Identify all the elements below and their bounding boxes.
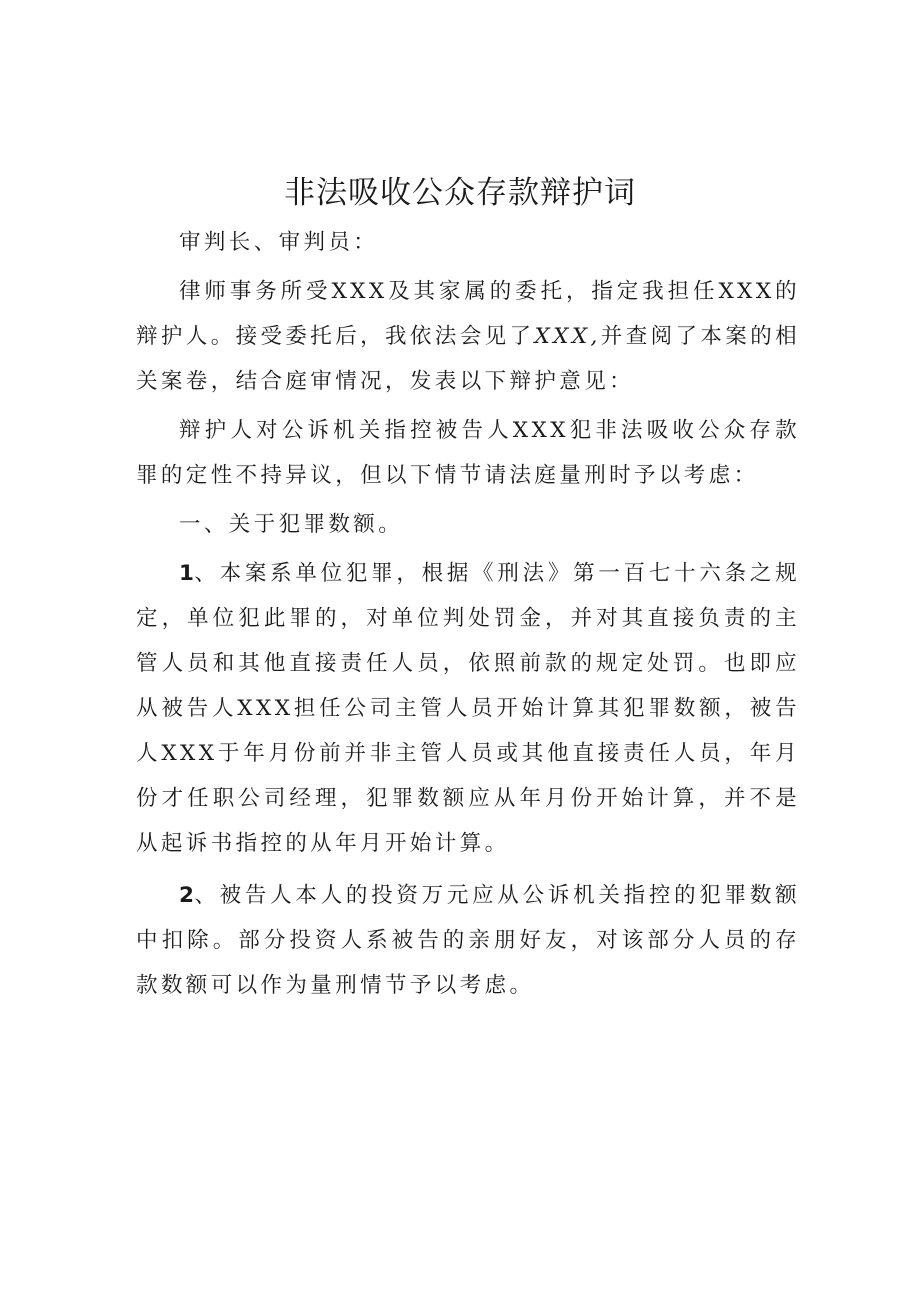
intro-paragraph-2 bbox=[136, 408, 800, 498]
salutation-text: 审判长、审判员： bbox=[179, 230, 379, 255]
salutation bbox=[136, 220, 800, 265]
section-1-heading bbox=[136, 502, 800, 547]
item-1-number: 1 bbox=[179, 561, 194, 586]
intro-p1-italic-name: XXX, bbox=[534, 324, 601, 349]
item-2-number: 2 bbox=[179, 883, 194, 908]
document-title: 非法吸收公众存款辩护词 bbox=[284, 175, 636, 211]
intro-p1-text-b: 并查阅了本案的相关案卷，结合庭审情况，发表以下辩护意见： bbox=[136, 324, 801, 394]
intro-p2-text: 辩护人对公诉机关指控被告人XXX犯非法吸收公众存款罪的定性不持异议，但以下情节请法庭量刑时予以考虑： bbox=[136, 418, 800, 488]
document-body bbox=[136, 220, 800, 1012]
item-1-paragraph bbox=[136, 551, 800, 866]
item-2-paragraph bbox=[136, 873, 800, 1008]
section-1-heading-text: 一、关于犯罪数额。 bbox=[179, 512, 404, 537]
intro-paragraph-1 bbox=[136, 269, 800, 404]
item-2-text: 、被告人本人的投资万元应从公诉机关指控的犯罪数额中扣除。部分投资人系被告的亲朋好友，对该部分人员的存款数额可以作为量刑情节予以考虑。 bbox=[136, 883, 800, 998]
intro-p1-text-a: 律师事务所受XXX及其家属的委托，指定我担任XXX的辩护人。接受委托后，我依法会见了 bbox=[136, 279, 800, 349]
item-1-text: 、本案系单位犯罪，根据《刑法》第一百七十六条之规定，单位犯此罪的，对单位判处罚金，并对其直接负责的主管人员和其他直接责任人员，依照前款的规定处罚。也即应从被告人XXX担任公司主管人员开始计算其犯罪数额，被告人XXX于年月份前并非主管人员或其他直接责任人员，年月份才任职公司经理，犯罪数额应从年月份开始计算，并不是从起诉书指控的从年月开始计算。 bbox=[136, 561, 800, 856]
